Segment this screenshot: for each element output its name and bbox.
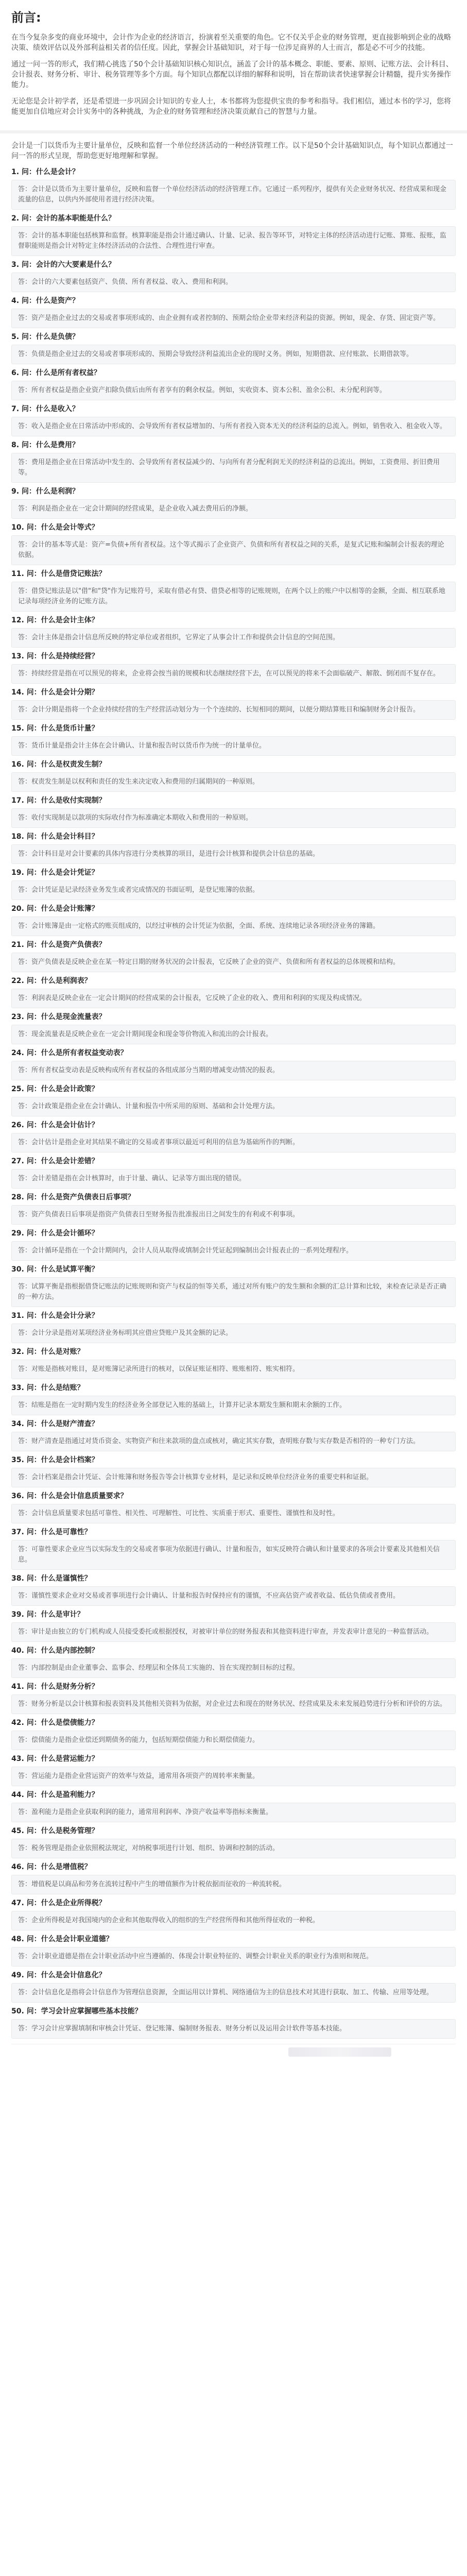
answer-box	[11, 1658, 456, 1678]
answer-box	[11, 1586, 456, 1606]
question-text: 30. 问：什么是试算平衡？	[11, 1265, 99, 1274]
answer-text: 答：所有者权益是指企业资产扣除负债后由所有者享有的剩余权益。例如，实收资本、资本公积、盈余公积、未分配利润等。	[18, 386, 387, 394]
question-text: 16. 问：什么是权责发生制？	[11, 760, 106, 769]
intro-section	[0, 0, 467, 128]
question-text: 47. 问：什么是企业所得税？	[11, 1899, 106, 1907]
answer-box	[11, 1622, 456, 1642]
answer-text: 答：财务分析是以会计核算和报表资料及其他相关资料为依据，对企业过去和现在的财务状况、经营成果及未来发展趋势进行分析和评价的方法。	[18, 1700, 447, 1708]
answer-box	[11, 1504, 456, 1523]
question-text: 10. 问：什么是会计等式？	[11, 523, 99, 532]
answer-text: 答：资产是指企业过去的交易或者事项形成的、由企业拥有或者控制的、预期会给企业带来经济利益的资源。例如，现金、存货、固定资产等。	[18, 314, 440, 322]
answer-text: 答：会计差错是指在会计核算时，由于计量、确认、记录等方面出现的错误。	[18, 1175, 246, 1182]
answer-box	[11, 736, 456, 756]
answer-text: 答：增值税是以商品和劳务在流转过程中产生的增值额作为计税依据而征收的一种流转税。	[18, 1880, 286, 1888]
answer-box	[11, 1767, 456, 1786]
qa-item	[11, 331, 456, 364]
qa-item	[11, 831, 456, 864]
answer-box	[11, 1277, 456, 1307]
question-text: 4. 问：什么是资产？	[11, 297, 79, 305]
qa-item	[11, 687, 456, 720]
question-text: 24. 问：什么是所有者权益变动表？	[11, 1049, 128, 1057]
answer-box	[11, 180, 456, 210]
answer-text: 答：会计信息质量要求包括可靠性、相关性、可理解性、可比性、实质重于形式、重要性、谨慎性和及时性。	[18, 1510, 340, 1517]
question-text: 7. 问：什么是收入？	[11, 405, 79, 413]
qa-item	[11, 1418, 456, 1451]
answer-box	[11, 772, 456, 792]
question-text: 34. 问：什么是财产清查？	[11, 1420, 99, 1428]
answer-box	[11, 1169, 456, 1189]
answer-box	[11, 1803, 456, 1822]
question-text: 5. 问：什么是负债？	[11, 333, 79, 341]
intro-title: 前言:	[11, 10, 41, 25]
question-text: 14. 问：什么是会计分期？	[11, 688, 99, 697]
answer-text: 答：试算平衡是指根据借贷记账法的记账规则和资产与权益的恒等关系，通过对所有账户的发生额和余额的汇总计算和比较，来检查记录是否正确的一种方法。	[18, 1283, 447, 1301]
answer-box	[11, 499, 456, 519]
question-text: 20. 问：什么是会计账簿？	[11, 905, 99, 913]
answer-text: 答：对账是指核对账目，是对账簿记录所进行的核对，以保证账证相符、账账相符、账实相符。	[18, 1365, 300, 1373]
answer-box	[11, 844, 456, 864]
answer-text: 答：资产负债表日后事项是指资产负债表日至财务报告批准报出日之间发生的有利或不利事项。	[18, 1211, 300, 1218]
qa-item	[11, 1490, 456, 1523]
answer-text: 答：权责发生制是以权利和责任的发生来决定收入和费用的归属期间的一种原则。	[18, 778, 260, 786]
answer-text: 答：会计是以货币为主要计量单位，反映和监督一个单位经济活动的经济管理工作。它通过一系列程序，提供有关企业财务状况、经营成果和现金流量的信息，以供内外部使用者进行经济决策。	[18, 185, 447, 204]
qa-item	[11, 1527, 456, 1570]
question-text: 13. 问：什么是持续经营？	[11, 652, 99, 660]
answer-text: 答：企业所得税是对我国境内的企业和其他取得收入的组织的生产经营所得和其他所得征收的一种税。	[18, 1917, 320, 1924]
answer-box	[11, 628, 456, 648]
qa-item	[11, 1454, 456, 1487]
qa-item	[11, 1789, 456, 1822]
answer-box	[11, 1875, 456, 1894]
intro-paragraph: 在当今复杂多变的商业环境中，会计作为企业的经济语言，扮演着至关重要的角色。它不仅关乎企业的财务管理，更直接影响到企业的战略决策、绩效评估以及外部利益相关者的信任度。因此，掌握会计基础知识，对于每一位涉足商界的人士而言，都是必不可少的技能。	[11, 33, 451, 52]
answer-box	[11, 1396, 456, 1415]
answer-text: 答：会计科目是对会计要素的具体内容进行分类核算的项目，是进行会计核算和提供会计信息的基础。	[18, 850, 320, 858]
answer-box	[11, 1540, 456, 1570]
question-text: 1. 问：什么是会计？	[11, 168, 79, 176]
answer-text: 答：会计职业道德是指在会计职业活动中应当遵循的、体现会计职业特征的、调整会计职业关系的职业行为准则和规范。	[18, 1953, 373, 1960]
qa-item	[11, 1717, 456, 1750]
qa-item	[11, 486, 456, 519]
answer-text: 答：会计估计是指企业对其结果不确定的交易或者事项以最近可利用的信息为基础所作的判断。	[18, 1139, 300, 1146]
answer-box	[11, 1025, 456, 1044]
question-text: 15. 问：什么是货币计量？	[11, 724, 99, 733]
answer-box	[11, 989, 456, 1008]
answer-text: 答：会计的基本等式是：资产=负债+所有者权益。这个等式揭示了企业资产、负债和所有者权益之间的关系，是复式记账和编制会计报表的理论依据。	[18, 541, 444, 559]
qa-item	[11, 295, 456, 328]
qa-item	[11, 723, 456, 756]
question-text: 27. 问：什么是会计差错？	[11, 1157, 99, 1165]
question-text: 44. 问：什么是盈利能力？	[11, 1791, 99, 1799]
qa-item	[11, 1011, 456, 1044]
answer-box	[11, 453, 456, 483]
answer-text: 答：会计信息化是指将会计信息作为管理信息资源，全面运用以计算机、网络通信为主的信息技术对其进行获取、加工、传输、应用等处理。	[18, 1989, 434, 1996]
qa-item	[11, 403, 456, 436]
answer-text: 答：盈利能力是指企业获取利润的能力，通常用利润率、净资产收益率等指标来衡量。	[18, 1808, 273, 1816]
question-text: 2. 问：会计的基本职能是什么？	[11, 214, 115, 223]
answer-box	[11, 535, 456, 565]
intro-paragraph: 通过一问一答的形式，我们精心挑选了50个会计基础知识核心知识点，涵盖了会计的基本概念、职能、要素、原则、记账方法、会计科目、会计报表、财务分析、审计、税务管理等多个方面。每个知识点都配以详细的解释和说明，旨在帮助读者快速掌握会计精髓，提升实务操作能力。	[11, 60, 453, 89]
answer-text: 答：会计政策是指企业在会计确认、计量和报告中所采用的原则、基础和会计处理方法。	[18, 1103, 280, 1110]
answer-text: 答：利润是指企业在一定会计期间的经营成果，是企业收入减去费用后的净额。	[18, 505, 253, 513]
answer-text: 答：内部控制是由企业董事会、监事会、经理层和全体员工实施的、旨在实现控制目标的过程。	[18, 1664, 300, 1672]
question-text: 33. 问：什么是结账？	[11, 1384, 84, 1392]
question-text: 40. 问：什么是内部控制？	[11, 1647, 99, 1655]
qa-item	[11, 1310, 456, 1343]
answer-text: 答：营运能力是指企业营运资产的效率与效益，通常用各项资产的周转率来衡量。	[18, 1772, 260, 1780]
qa-item	[11, 259, 456, 292]
question-text: 6. 问：什么是所有者权益？	[11, 369, 101, 377]
answer-text: 答：会计的六大要素包括资产、负债、所有者权益、收入、费用和利润。	[18, 278, 233, 286]
answer-text: 答：会计主体是指会计信息所反映的特定单位或者组织，它界定了从事会计工作和提供会计信息的空间范围。	[18, 634, 340, 641]
question-text: 9. 问：什么是利润？	[11, 487, 79, 496]
qa-item	[11, 1861, 456, 1894]
question-text: 39. 问：什么是审计？	[11, 1611, 84, 1619]
question-text: 48. 问：什么是会计职业道德？	[11, 1935, 113, 1943]
question-text: 26. 问：什么是会计估计？	[11, 1121, 99, 1129]
answer-text: 答：收付实现制是以款项的实际收付作为标准确定本期收入和费用的一种原则。	[18, 814, 253, 822]
answer-box	[11, 273, 456, 292]
question-text: 3. 问：会计的六大要素是什么？	[11, 261, 115, 269]
qa-item	[11, 213, 456, 256]
answer-box	[11, 1694, 456, 1714]
answer-box	[11, 1061, 456, 1080]
answer-text: 答：会计账簿是由一定格式的账页组成的，以经过审核的会计凭证为依据，全面、系统、连续地记录各项经济业务的簿籍。	[18, 922, 380, 930]
qa-item	[11, 1897, 456, 1930]
answer-text: 答：财产清查是指通过对货币资金、实物资产和往来款项的盘点或核对，确定其实存数，查明账存数与实存数是否相符的一种专门方法。	[18, 1437, 420, 1445]
question-text: 37. 问：什么是可靠性？	[11, 1528, 92, 1536]
answer-text: 答：收入是指企业在日常活动中形成的、会导致所有者权益增加的、与所有者投入资本无关的经济利益的总流入。例如，销售收入、租金收入等。	[18, 422, 447, 430]
question-text: 32. 问：什么是对账？	[11, 1348, 84, 1356]
qa-item	[11, 759, 456, 792]
question-text: 46. 问：什么是增值税？	[11, 1863, 92, 1871]
intro-paragraph: 无论您是会计初学者，还是希望进一步巩固会计知识的专业人士，本书都将为您提供宝贵的参考和指导。我们相信，通过本书的学习，您将能更加自信地应对会计实务中的各种挑战，为企业的财务管理和经济决策贡献自己的智慧与力量。	[11, 97, 451, 116]
answer-text: 答：会计分录是指对某项经济业务标明其应借应贷账户及其金额的记录。	[18, 1329, 233, 1337]
answer-box	[11, 1241, 456, 1261]
qa-item	[11, 1753, 456, 1786]
qa-item	[11, 522, 456, 565]
qa-item	[11, 975, 456, 1008]
question-text: 41. 问：什么是财务分析？	[11, 1683, 99, 1691]
answer-text: 答：审计是由独立的专门机构或人员接受委托或根据授权，对被审计单位的财务报表和其他资料进行审查，并发表审计意见的一种监督活动。	[18, 1628, 434, 1636]
answer-box	[11, 1468, 456, 1487]
answer-text: 答：会计档案是指会计凭证、会计账簿和财务报告等会计核算专业材料，是记录和反映单位经济业务的重要史料和证据。	[18, 1473, 373, 1481]
answer-box	[11, 1360, 456, 1379]
question-text: 49. 问：什么是会计信息化？	[11, 1971, 106, 1979]
answer-text: 答：现金流量表是反映企业在一定会计期间现金和现金等价物流入和流出的会计报表。	[18, 1030, 273, 1038]
answer-text: 答：会计循环是指在一个会计期间内，会计人员从取得或填制会计凭证起到编制出会计报表止的一系列处理程序。	[18, 1247, 353, 1255]
answer-box	[11, 1205, 456, 1225]
answer-box	[11, 1839, 456, 1858]
answer-box	[11, 1983, 456, 2003]
answer-box	[11, 664, 456, 684]
answer-box	[11, 345, 456, 364]
answer-text: 答：结账是指在一定时期内发生的经济业务全部登记入账的基础上，计算并记录本期发生额和期末余额的工作。	[18, 1401, 347, 1409]
qa-item	[11, 1609, 456, 1642]
qa-item	[11, 903, 456, 936]
qa-item	[11, 1047, 456, 1080]
qa-item	[11, 439, 456, 483]
question-text: 50. 问：学习会计应掌握哪些基本技能？	[11, 2007, 142, 2015]
question-text: 36. 问：什么是会计信息质量要求？	[11, 1492, 128, 1500]
answer-box	[11, 880, 456, 900]
question-text: 42. 问：什么是偿债能力？	[11, 1719, 99, 1727]
answer-box	[11, 417, 456, 436]
question-text: 19. 问：什么是会计凭证？	[11, 869, 99, 877]
qa-item	[11, 795, 456, 828]
answer-text: 答：可靠性要求企业应当以实际发生的交易或者事项为依据进行确认、计量和报告，如实反映符合确认和计量要求的各项会计要素及其他相关信息。	[18, 1546, 440, 1564]
question-text: 18. 问：什么是会计科目？	[11, 833, 99, 841]
qa-list	[0, 166, 467, 2039]
answer-box	[11, 953, 456, 972]
qa-item	[11, 1346, 456, 1379]
answer-box	[11, 2019, 456, 2039]
answer-box	[11, 582, 456, 612]
answer-text: 答：税务管理是指企业依照税法规定，对纳税事项进行计划、组织、协调和控制的活动。	[18, 1844, 280, 1852]
question-text: 38. 问：什么是谨慎性？	[11, 1574, 92, 1583]
answer-box	[11, 226, 456, 256]
question-text: 11. 问：什么是借贷记账法？	[11, 570, 106, 578]
qa-item	[11, 1645, 456, 1678]
answer-text: 答：会计凭证是记录经济业务发生或者完成情况的书面证明，是登记账簿的依据。	[18, 886, 260, 894]
question-text: 35. 问：什么是会计档案？	[11, 1456, 99, 1464]
answer-box	[11, 1097, 456, 1116]
answer-box	[11, 309, 456, 328]
answer-text: 答：谨慎性要求企业对交易或者事项进行会计确认、计量和报告时保持应有的谨慎，不应高估资产或者收益、低估负债或者费用。	[18, 1592, 400, 1600]
qa-item	[11, 2006, 456, 2039]
question-text: 21. 问：什么是资产负债表？	[11, 941, 106, 949]
answer-text: 答：所有者权益变动表是反映构成所有者权益的各组成部分当期的增减变动情况的报表。	[18, 1066, 280, 1074]
qa-item	[11, 568, 456, 612]
qa-lead-text: 会计是一门以货币为主要计量单位，反映和监督一个单位经济活动的一种经济管理工作。以下是50个会计基础知识点，每个知识点都通过一问一答的形式呈现，帮助您更好地理解和掌握。	[11, 142, 453, 160]
qa-item	[11, 1970, 456, 2003]
qa-item	[11, 1825, 456, 1858]
qa-item	[11, 1681, 456, 1714]
question-text: 25. 问：什么是会计政策？	[11, 1085, 99, 1093]
answer-text: 答：学习会计应掌握填制和审核会计凭证、登记账簿、编制财务报表、财务分析以及运用会计软件等基本技能。	[18, 2025, 347, 2032]
answer-text: 答：资产负债表是反映企业在某一特定日期的财务状况的会计报表，它反映了企业的资产、负债和所有者权益的总体规模和结构。	[18, 958, 400, 966]
question-text: 29. 问：什么是会计循环？	[11, 1229, 99, 1238]
question-text: 43. 问：什么是营运能力？	[11, 1755, 99, 1763]
answer-box	[11, 1324, 456, 1343]
qa-item	[11, 939, 456, 972]
qa-item	[11, 1192, 456, 1225]
answer-box	[11, 381, 456, 400]
question-text: 17. 问：什么是收付实现制？	[11, 796, 106, 805]
answer-text: 答：费用是指企业在日常活动中发生的、会导致所有者权益减少的、与向所有者分配利润无关的经济利益的总流出。例如，工资费用、折旧费用等。	[18, 459, 440, 477]
section-divider	[0, 130, 467, 133]
qa-item	[11, 1264, 456, 1307]
question-text: 8. 问：什么是费用？	[11, 441, 79, 449]
answer-box	[11, 1911, 456, 1930]
question-text: 45. 问：什么是税务管理？	[11, 1827, 99, 1835]
answer-text: 答：利润表是反映企业在一定会计期间的经营成果的会计报表，它反映了企业的收入、费用和利润的实现及构成情况。	[18, 994, 367, 1002]
answer-box	[11, 700, 456, 720]
answer-text: 答：偿债能力是指企业偿还到期债务的能力，包括短期偿债能力和长期偿债能力。	[18, 1736, 260, 1744]
question-text: 28. 问：什么是资产负债表日后事项？	[11, 1193, 135, 1201]
answer-box	[11, 1731, 456, 1750]
qa-item	[11, 615, 456, 648]
qa-item	[11, 166, 456, 210]
answer-text: 答：持续经营是指在可以预见的将来，企业将会按当前的规模和状态继续经营下去，在可以预见的将来不会面临破产、解散、倒闭而不复存在。	[18, 670, 440, 677]
qa-item	[11, 1382, 456, 1415]
qa-item	[11, 1228, 456, 1261]
qa-item	[11, 367, 456, 400]
answer-text: 答：借贷记账法是以"借"和"贷"作为记账符号，采取有借必有贷、借贷必相等的记账规则，在两个以上的账户中以相等的金额，全面、相互联系地记录每项经济业务的记账方法。	[18, 587, 445, 605]
qa-item	[11, 1573, 456, 1606]
answer-text: 答：负债是指企业过去的交易或者事项形成的、预期会导致经济利益流出企业的现时义务。例如，短期借款、应付账款、长期借款等。	[18, 350, 413, 358]
answer-box	[11, 1133, 456, 1153]
answer-text: 答：货币计量是指会计主体在会计确认、计量和报告时以货币作为统一的计量单位。	[18, 742, 266, 750]
answer-box	[11, 917, 456, 936]
qa-item	[11, 1156, 456, 1189]
qa-item	[11, 867, 456, 900]
qa-item	[11, 1120, 456, 1153]
qa-item	[11, 1083, 456, 1116]
answer-text: 答：会计分期是指将一个企业持续经营的生产经营活动划分为一个个连续的、长短相同的期间，以便分期结算账目和编制财务会计报告。	[18, 706, 420, 714]
qa-item	[11, 651, 456, 684]
answer-text: 答：会计的基本职能包括核算和监督。核算职能是指会计通过确认、计量、记录、报告等环节，对特定主体的经济活动进行记账、算账、报账，监督职能则是指会计对特定主体经济活动的合法性、合理性进行审查。	[18, 232, 447, 250]
answer-box	[11, 1432, 456, 1451]
question-text: 12. 问：什么是会计主体？	[11, 616, 99, 624]
qa-item	[11, 1934, 456, 1967]
answer-box	[11, 808, 456, 828]
question-text: 22. 问：什么是利润表？	[11, 977, 92, 985]
answer-box	[11, 1947, 456, 1967]
question-text: 23. 问：什么是现金流量表？	[11, 1013, 106, 1021]
question-text: 31. 问：什么是会计分录？	[11, 1312, 99, 1320]
blurred-watermark	[288, 2047, 391, 2057]
